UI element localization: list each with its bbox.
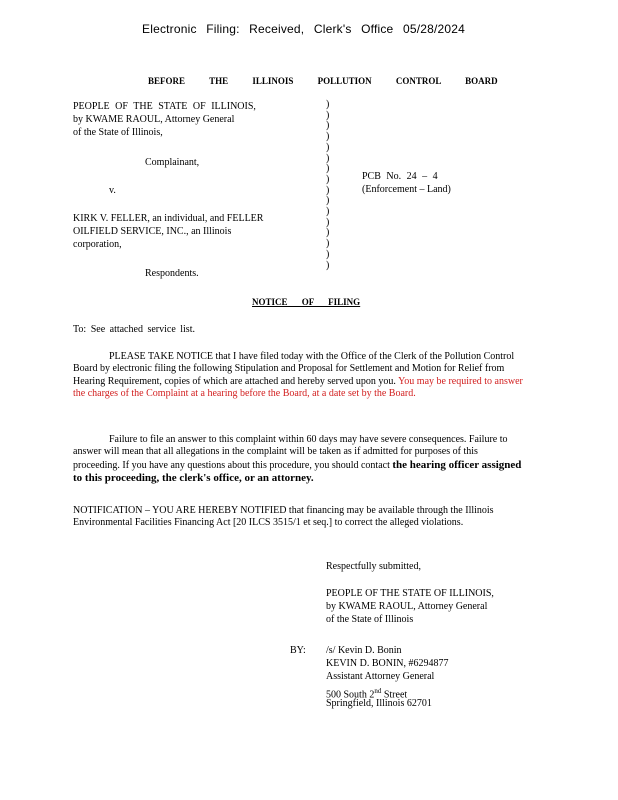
filing-stamp: Electronic Filing: Received, Clerk's Office 05/28/2024 <box>142 22 466 36</box>
defendant-line-1: KIRK V. FELLER, an individual, and FELLER <box>73 213 264 224</box>
closing-line-3: of the State of Illinois <box>326 614 414 625</box>
service-to-line: To: See attached service list. <box>73 324 195 335</box>
case-number: PCB No. 24 – 4 <box>362 171 438 182</box>
caption-parens: ) ) ) ) ) ) ) ) ) ) ) ) ) ) ) ) <box>326 99 330 271</box>
defendant-line-3: corporation, <box>73 239 122 250</box>
plaintiff-line-2: by KWAME RAOUL, Attorney General <box>73 114 235 125</box>
respectfully-submitted: Respectfully submitted, <box>326 561 421 572</box>
versus-label: v. <box>109 185 116 196</box>
attorney-name: KEVIN D. BONIN, #6294877 <box>326 658 449 669</box>
plaintiff-line-1: PEOPLE OF THE STATE OF ILLINOIS, <box>73 101 256 112</box>
case-type: (Enforcement – Land) <box>362 184 451 195</box>
plaintiff-line-3: of the State of Illinois, <box>73 127 163 138</box>
city-state-zip: Springfield, Illinois 62701 <box>326 698 432 709</box>
notice-paragraph <box>73 351 526 401</box>
e-signature: /s/ Kevin D. Bonin <box>326 645 402 656</box>
street-name: Street <box>381 689 408 701</box>
notification-paragraph: NOTIFICATION – YOU ARE HEREBY NOTIFIED that financing may be available through the Illinois Environmental Facilities Financing Act [20 ILCS 3515/1 et seq.] to correct the alleged violations. <box>73 505 494 529</box>
complainant-label: Complainant, <box>145 157 200 168</box>
by-label: BY: <box>290 645 306 656</box>
notice-text: PLEASE TAKE NOTICE that I have filed today with the Office of the Clerk of the Pollution Control Board by electronic filing the following Stipulation and Proposal for Settlement and Motion for Relief from Hearing Requirement, copies of which are attached and hereby served upon you. <box>73 351 515 387</box>
document-title: NOTICE OF FILING <box>252 297 361 307</box>
street-number: 500 South 2 <box>326 689 375 701</box>
defendant-line-2: OILFIELD SERVICE, INC., an Illinois <box>73 226 232 237</box>
closing-line-2: by KWAME RAOUL, Attorney General <box>326 601 488 612</box>
failure-text: Failure to file an answer to this complaint within 60 days may have severe consequences. Failure to answer will mean that all allegations in the complaint will be taken as if admitted for purposes of this proceeding. If you have any questions about this procedure, you should contact <box>73 434 508 471</box>
failure-paragraph <box>73 434 526 486</box>
attorney-title: Assistant Attorney General <box>326 671 435 682</box>
closing-line-1: PEOPLE OF THE STATE OF ILLINOIS, <box>326 588 494 599</box>
contact-bold-text: the hearing officer assigned to this proceeding, the clerk's office, or an attorney. <box>73 458 522 485</box>
required-answer-text: You may be required to answer the charges of the Complaint at a hearing before the Board, at a date set by the Board. <box>73 375 523 400</box>
street-ordinal: nd <box>374 687 382 695</box>
respondents-label: Respondents. <box>145 268 199 279</box>
court-header: BEFORE THE ILLINOIS POLLUTION CONTROL BOARD <box>148 76 498 86</box>
